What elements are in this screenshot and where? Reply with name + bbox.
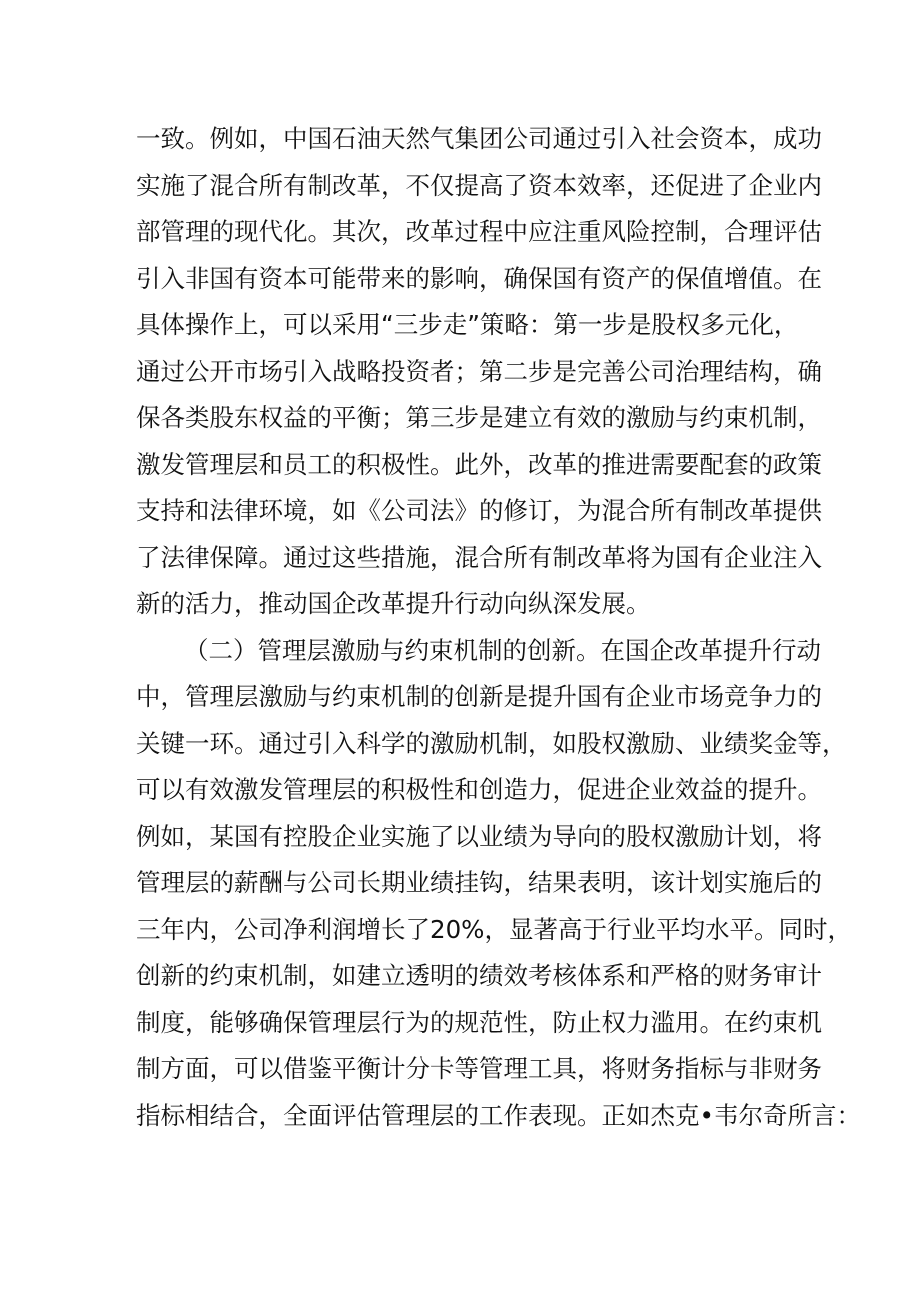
text-line: 通过公开市场引入战略投资者；第二步是完善公司治理结构，确 [136,356,822,386]
text-line: 中，管理层激励与约束机制的创新是提升国有企业市场竞争力的 [136,682,822,711]
text-line: 创新的约束机制，如建立透明的绩效考核体系和严格的财务审计 [136,961,822,990]
text-line: 一致。例如，中国石油天然气集团公司通过引入社会资本，成功 [136,124,822,153]
text-line: 制度，能够确保管理层行为的规范性，防止权力滥用。在约束机 [136,1007,822,1037]
text-line: 部管理的现代化。其次，改革过程中应注重风险控制，合理评估 [136,217,822,246]
text-line: 管理层的薪酬与公司长期业绩挂钩，结果表明，该计划实施后的 [136,868,822,897]
text-line: 实施了混合所有制改革，不仅提高了资本效率，还促进了企业内 [136,170,822,200]
text-line: 保各类股东权益的平衡；第三步是建立有效的激励与约束机制， [136,403,822,432]
text-line: 可以有效激发管理层的积极性和创造力，促进企业效益的提升。 [136,775,822,804]
text-line: 例如，某国有控股企业实施了以业绩为导向的股权激励计划，将 [136,821,822,851]
text-line: 引入非国有资本可能带来的影响，确保国有资产的保值增值。在 [136,263,822,293]
text-line: 支持和法律环境，如《公司法》的修订，为混合所有制改革提供 [136,496,822,525]
text-line: 指标相结合，全面评估管理层的工作表现。正如杰克•韦尔奇所言： [136,1100,861,1130]
text-line: 新的活力，推动国企改革提升行动向纵深发展。 [136,589,651,618]
text-line: 制方面，可以借鉴平衡计分卡等管理工具，将财务指标与非财务 [136,1054,822,1083]
text-line: 三年内，公司净利润增长了20%，显著高于行业平均水平。同时， [136,914,852,944]
section-heading-line: （二）管理层激励与约束机制的创新。在国企改革提升行动 [184,635,821,665]
text-line: 了法律保障。通过这些措施，混合所有制改革将为国有企业注入 [136,542,822,572]
text-line: 具体操作上，可以采用“三步走”策略：第一步是股权多元化， [136,310,799,339]
text-line: 激发管理层和员工的积极性。此外，改革的推进需要配套的政策 [136,449,822,479]
body-text [136,116,861,1139]
text-line: 关键一环。通过引入科学的激励机制，如股权激励、业绩奖金等， [136,728,847,758]
